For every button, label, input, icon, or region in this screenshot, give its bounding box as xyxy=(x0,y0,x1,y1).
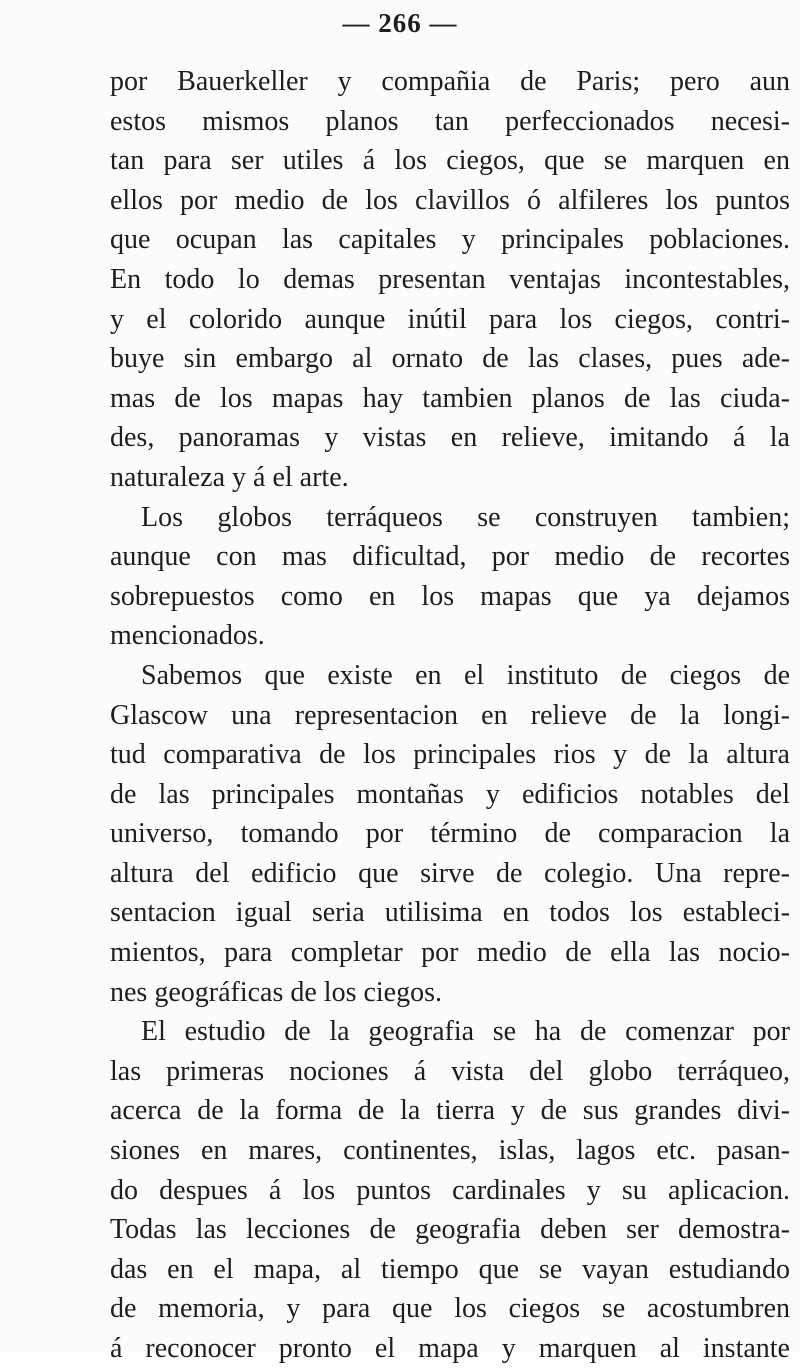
text-line: do despues á los puntos cardinales y su aplicacion. xyxy=(110,1174,790,1206)
page-number: — 266 — xyxy=(342,8,458,38)
text-line: sobrepuestos como en los mapas que ya dejamos xyxy=(110,580,790,612)
text-line: das en el mapa, al tiempo que se vayan estudiando xyxy=(110,1253,790,1285)
text-line: nes geográficas de los ciegos. xyxy=(110,976,442,1008)
text-line: de memoria, y para que los ciegos se acostumbren xyxy=(110,1293,790,1325)
text-line: ellos por medio de los clavillos ó alfileres los puntos xyxy=(110,184,790,216)
text-line: sentacion igual seria utilisima en todos los estableci- xyxy=(110,897,790,929)
text-line: por Bauerkeller y compañia de Paris; pero aun xyxy=(110,66,790,97)
text-line: estos mismos planos tan perfeccionados necesi- xyxy=(110,105,790,137)
text-line: aunque con mas dificultad, por medio de recortes xyxy=(110,541,790,573)
text-line: mencionados. xyxy=(110,620,265,652)
text-line: y el colorido aunque inútil para los ciegos, contri- xyxy=(110,303,790,335)
text-line: tan para ser utiles á los ciegos, que se marquen en xyxy=(110,145,790,177)
text-line: mas de los mapas hay tambien planos de las ciuda- xyxy=(110,382,790,414)
text-line: buye sin embargo al ornato de las clases, pues ade- xyxy=(110,343,790,375)
text-line: altura del edificio que sirve de colegio. Una repre- xyxy=(110,857,790,889)
text-line: universo, tomando por término de comparacion la xyxy=(110,818,790,850)
text-line: Los globos terráqueos se construyen tambien; xyxy=(141,501,790,533)
text-line: á reconocer pronto el mapa y marquen al instante xyxy=(110,1333,790,1364)
text-line: des, panoramas y vistas en relieve, imitando á la xyxy=(110,422,790,454)
text-line: tud comparativa de los principales rios y de la altura xyxy=(110,739,790,771)
text-line: naturaleza y á el arte. xyxy=(110,461,349,493)
text-line: En todo lo demas presentan ventajas incontestables, xyxy=(110,263,790,295)
text-line: de las principales montañas y edificios notables del xyxy=(110,778,790,810)
text-line: siones en mares, continentes, islas, lagos etc. pasan- xyxy=(110,1135,790,1167)
text-line: que ocupan las capitales y principales poblaciones. xyxy=(110,224,790,256)
text-line: El estudio de la geografia se ha de comenzar por xyxy=(141,1016,790,1048)
text-line: mientos, para completar por medio de ella las nocio- xyxy=(110,937,790,969)
body-text xyxy=(110,62,790,1369)
text-line: Glascow una representacion en relieve de la longi- xyxy=(110,699,790,731)
text-line: Todas las lecciones de geografia deben ser demostra- xyxy=(110,1214,790,1246)
text-line: acerca de la forma de la tierra y de sus grandes divi- xyxy=(110,1095,790,1127)
text-line: las primeras nociones á vista del globo terráqueo, xyxy=(110,1055,790,1087)
text-line: Sabemos que existe en el instituto de ciegos de xyxy=(141,659,790,691)
